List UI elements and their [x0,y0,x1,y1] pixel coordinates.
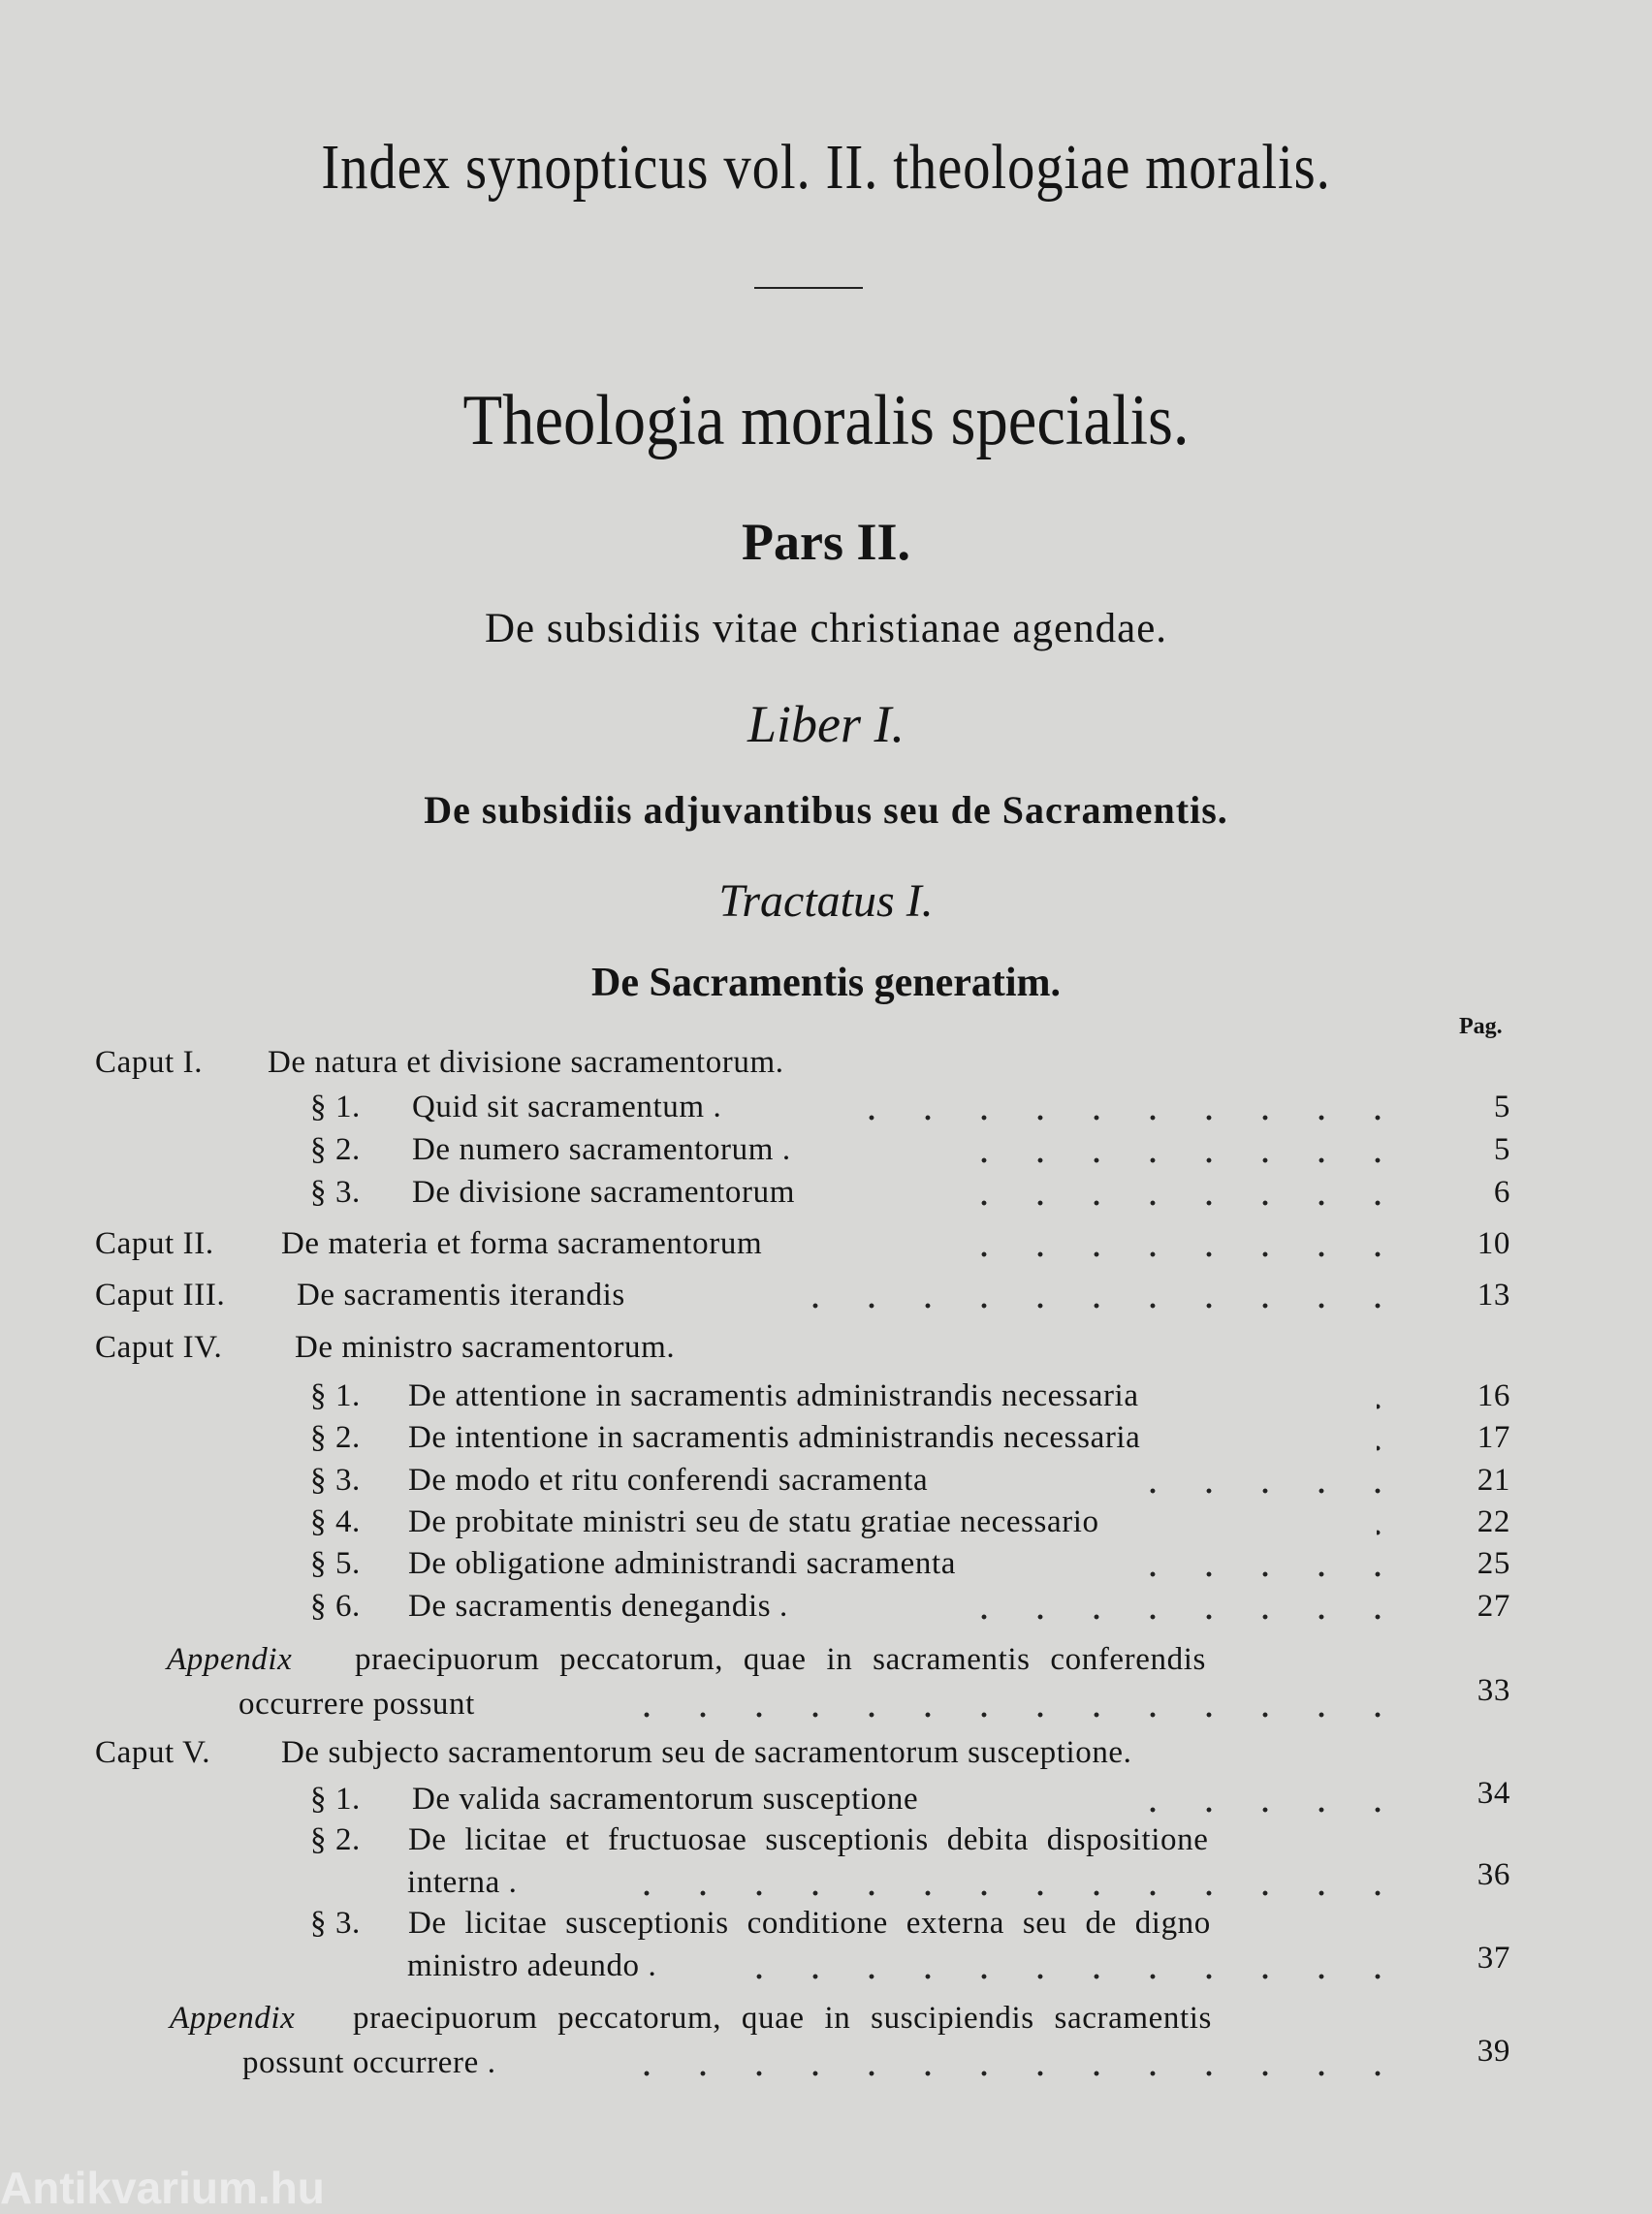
liber-heading: Liber I. [747,695,905,753]
toc-entry [0,1090,1652,1132]
entry-text: De numero sacramentorum . [412,1132,791,1167]
entry-page: 37 [1477,1941,1510,1976]
toc-entry [0,1226,1652,1269]
divider-rule [754,287,863,289]
entry-text: De probitate ministri seu de statu gratiae necessario [408,1504,1099,1539]
dot-leader [756,1974,1406,1979]
toc-entry [0,1546,1652,1589]
entry-text-continued: ministro adeundo . [407,1948,657,1983]
entry-label: Appendix [170,2001,296,2036]
toc-entry [0,1906,1652,1948]
toc-entry [0,1589,1652,1631]
dot-leader [1377,1530,1406,1535]
toc-entry [0,1045,1652,1088]
entry-text-continued: occurrere possunt [238,1687,475,1722]
entry-text: De obligatione administrandi sacramenta [408,1546,956,1581]
entry-page: 17 [1477,1420,1510,1455]
entry-label: Appendix [167,1642,293,1677]
entry-text: De attentione in sacramentis administrandis necessaria [408,1378,1139,1413]
toc-entry [0,1378,1652,1421]
entry-page: 21 [1477,1463,1510,1498]
entry-label: § 1. [310,1378,361,1413]
section-heading: Theologia moralis specialis. [462,381,1190,460]
entry-text: De sacramentis denegandis . [408,1589,788,1624]
entry-page: 22 [1477,1504,1510,1539]
entry-page: 34 [1477,1776,1510,1811]
toc-entry [0,1776,1652,1824]
entry-text-continued: interna . [407,1865,518,1900]
toc-entry [0,2001,1652,2043]
entry-label: § 2. [310,1822,361,1857]
entry-text: Quid sit sacramentum . [412,1090,722,1124]
entry-label: Caput III. [95,1278,226,1313]
toc-entry-continuation [0,1941,1652,1991]
tractatus-heading: Tractatus I. [718,875,934,927]
entry-text: De valida sacramentorum susceptione [412,1782,919,1817]
entry-label: § 3. [310,1175,361,1210]
entry-text: praecipuorum peccatorum, quae in sacramentis conferendis [355,1642,1206,1677]
entry-page: 25 [1477,1546,1510,1581]
page-column-label: Pag. [1459,1014,1503,1039]
dot-leader [1377,1404,1406,1409]
entry-page: 5 [1493,1132,1510,1167]
toc-entry [0,1642,1652,1685]
entry-label: Caput II. [95,1226,214,1261]
toc-entry-continuation [0,1673,1652,1729]
entry-label: § 4. [310,1504,361,1539]
entry-page: 33 [1477,1673,1510,1708]
entry-label: § 2. [310,1132,361,1167]
entry-page: 27 [1477,1589,1510,1624]
entry-text: De materia et forma sacramentorum [281,1226,763,1261]
entry-label: § 3. [310,1463,361,1498]
entry-text: praecipuorum peccatorum, quae in suscipiendis sacramentis [353,2001,1212,2036]
entry-text: De licitae et fructuosae susceptionis debita dispositione [408,1822,1209,1857]
entry-page: 13 [1477,1278,1510,1313]
toc-entry-continuation [0,2034,1652,2088]
toc-entry [0,1735,1652,1778]
entry-page: 16 [1477,1378,1510,1413]
entry-label: § 6. [310,1589,361,1624]
pars-heading: Pars II. [742,513,910,571]
entry-page: 5 [1493,1090,1510,1124]
dot-leader [1125,1571,1406,1577]
entry-text: De divisione sacramentorum [412,1175,795,1210]
entry-text-continued: possunt occurrere . [242,2045,496,2080]
toc-entry [0,1330,1652,1373]
entry-label: Caput I. [95,1045,204,1080]
entry-label: Caput IV. [95,1330,223,1365]
entry-page: 36 [1477,1857,1510,1892]
entry-text: De subjecto sacramentorum seu de sacramentorum susceptione. [281,1735,1132,1770]
dot-leader [931,1157,1406,1163]
watermark: Antikvarium.hu [0,2163,325,2213]
toc-entry [0,1822,1652,1865]
entry-label: Caput V. [95,1735,211,1770]
entry-text: De licitae susceptionis conditione externa seu de digno [408,1906,1211,1941]
entry-page: 10 [1477,1226,1510,1261]
entry-page: 6 [1493,1175,1510,1210]
dot-leader [931,1614,1406,1620]
toc-entry [0,1175,1652,1218]
liber-subtitle: De subsidiis adjuvantibus seu de Sacramentis. [424,788,1228,832]
entry-text: De ministro sacramentorum. [295,1330,676,1365]
dot-leader [1125,1807,1406,1813]
entry-label: § 1. [310,1090,361,1124]
dot-leader [969,1200,1406,1206]
toc-entry [0,1463,1652,1505]
dot-leader [620,2071,1406,2076]
toc-entry [0,1132,1652,1175]
dot-leader [843,1115,1406,1121]
index-title: Index synopticus vol. II. theologiae moralis. [321,132,1331,203]
entry-text: De sacramentis iterandis [297,1278,625,1313]
entry-text: De intentione in sacramentis administrandis necessaria [408,1420,1141,1455]
entry-page: 39 [1477,2034,1510,2069]
pars-subtitle: De subsidiis vitae christianae agendae. [484,606,1168,651]
dot-leader [1125,1488,1406,1494]
dot-leader [1377,1445,1406,1451]
dot-leader [969,1251,1406,1257]
entry-text: De modo et ritu conferendi sacramenta [408,1463,929,1498]
dot-leader [620,1712,1406,1718]
entry-text: De natura et divisione sacramentorum. [268,1045,784,1080]
entry-label: § 2. [310,1420,361,1455]
toc-entry [0,1278,1652,1320]
toc-entry-continuation [0,1857,1652,1908]
dot-leader [795,1303,1406,1309]
tractatus-subtitle: De Sacramentis generatim. [590,961,1062,1005]
entry-label: § 1. [310,1782,361,1817]
toc-entry [0,1504,1652,1547]
toc-entry [0,1420,1652,1463]
entry-label: § 3. [310,1906,361,1941]
dot-leader [620,1890,1406,1896]
entry-label: § 5. [310,1546,361,1581]
